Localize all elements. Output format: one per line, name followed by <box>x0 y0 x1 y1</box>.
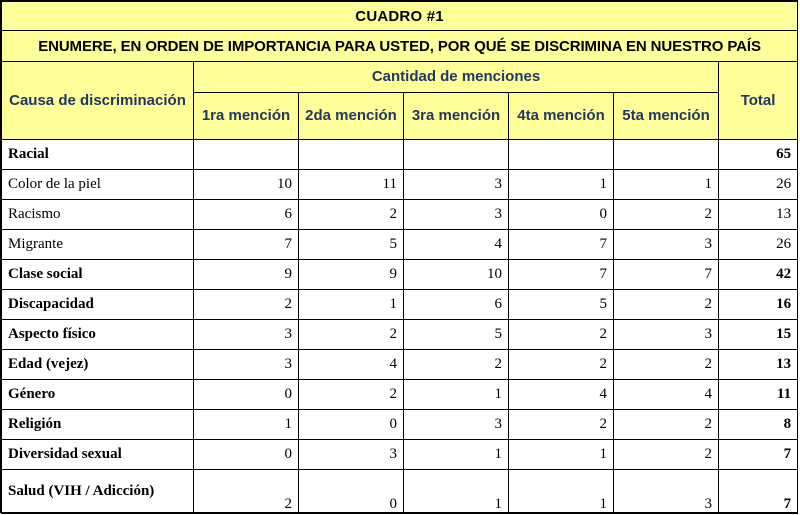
header-mencion-4 <box>509 93 614 140</box>
row-cell: 9 <box>194 260 299 290</box>
row-cell: 7 <box>509 230 614 260</box>
row-total: 13 <box>719 200 798 230</box>
row-label: Edad (vejez) <box>2 350 194 380</box>
header-mencion-5 <box>614 93 719 140</box>
row-cell: 11 <box>299 170 404 200</box>
header-mencion-2-label: 2da mención <box>305 107 397 125</box>
row-label: Racial <box>2 140 194 170</box>
row-label: Género <box>2 380 194 410</box>
header-mencion-1 <box>194 93 299 140</box>
row-label: Discapacidad <box>2 290 194 320</box>
table-row <box>2 470 798 514</box>
table-row <box>2 230 798 260</box>
row-cell: 4 <box>509 380 614 410</box>
row-cell: 2 <box>614 350 719 380</box>
row-cell: 2 <box>614 200 719 230</box>
row-total: 7 <box>719 470 798 514</box>
row-cell <box>509 140 614 170</box>
table-row <box>2 140 798 170</box>
row-cell: 3 <box>299 440 404 470</box>
row-cell: 3 <box>404 200 509 230</box>
row-cell: 7 <box>194 230 299 260</box>
row-cell: 6 <box>404 290 509 320</box>
row-total: 15 <box>719 320 798 350</box>
row-cell: 9 <box>299 260 404 290</box>
row-cell: 5 <box>404 320 509 350</box>
header-group-row <box>2 62 798 93</box>
row-cell <box>404 140 509 170</box>
document-title: CUADRO #1 <box>2 2 798 31</box>
header-mencion-5-label: 5ta mención <box>622 107 710 125</box>
row-cell: 7 <box>509 260 614 290</box>
header-cantidad-menciones: Cantidad de menciones <box>194 62 719 93</box>
row-cell: 2 <box>509 410 614 440</box>
row-cell: 3 <box>614 320 719 350</box>
row-cell: 2 <box>299 320 404 350</box>
row-cell: 0 <box>509 200 614 230</box>
row-cell: 0 <box>299 410 404 440</box>
row-cell: 10 <box>194 170 299 200</box>
row-cell <box>299 140 404 170</box>
row-label: Religión <box>2 410 194 440</box>
row-cell <box>614 140 719 170</box>
header-mencion-3 <box>404 93 509 140</box>
row-total: 7 <box>719 440 798 470</box>
row-cell: 3 <box>194 320 299 350</box>
document-subtitle: ENUMERE, EN ORDEN DE IMPORTANCIA PARA USTED, POR QUÉ SE DISCRIMINA EN NUESTRO PAÍS <box>2 31 798 62</box>
header-mencion-4-label: 4ta mención <box>517 107 605 125</box>
row-total: 11 <box>719 380 798 410</box>
header-mencion-2 <box>299 93 404 140</box>
row-cell: 2 <box>404 350 509 380</box>
row-cell: 1 <box>404 380 509 410</box>
row-cell: 3 <box>194 350 299 380</box>
row-cell: 0 <box>194 440 299 470</box>
row-cell <box>194 140 299 170</box>
row-cell: 2 <box>614 410 719 440</box>
row-label: Color de la piel <box>2 170 194 200</box>
title-row <box>2 2 798 31</box>
row-cell: 1 <box>404 470 509 514</box>
table-row <box>2 350 798 380</box>
table-row <box>2 320 798 350</box>
row-cell: 4 <box>299 350 404 380</box>
row-cell: 0 <box>194 380 299 410</box>
row-cell: 1 <box>509 440 614 470</box>
row-cell: 2 <box>614 440 719 470</box>
header-causa-discriminacion <box>2 62 194 140</box>
table-row <box>2 440 798 470</box>
table-row <box>2 260 798 290</box>
subtitle-row <box>2 31 798 62</box>
table-row <box>2 200 798 230</box>
row-cell: 4 <box>404 230 509 260</box>
row-label: Migrante <box>2 230 194 260</box>
row-cell: 5 <box>299 230 404 260</box>
row-cell: 2 <box>299 380 404 410</box>
row-cell: 2 <box>299 200 404 230</box>
row-total: 13 <box>719 350 798 380</box>
row-cell: 1 <box>509 170 614 200</box>
row-cell: 1 <box>509 470 614 514</box>
row-total: 26 <box>719 170 798 200</box>
row-cell: 1 <box>299 290 404 320</box>
table-row <box>2 380 798 410</box>
row-label: Salud (VIH / Adicción) <box>2 470 194 514</box>
row-cell: 2 <box>509 320 614 350</box>
row-total: 8 <box>719 410 798 440</box>
header-total: Total <box>719 62 798 140</box>
row-total: 65 <box>719 140 798 170</box>
row-cell: 3 <box>404 410 509 440</box>
row-total: 16 <box>719 290 798 320</box>
row-label: Racismo <box>2 200 194 230</box>
row-cell: 1 <box>194 410 299 440</box>
row-cell: 0 <box>299 470 404 514</box>
row-label: Diversidad sexual <box>2 440 194 470</box>
row-label: Clase social <box>2 260 194 290</box>
row-cell: 2 <box>194 470 299 514</box>
row-label: Aspecto físico <box>2 320 194 350</box>
row-total: 26 <box>719 230 798 260</box>
header-causa-label: Causa de discriminación <box>9 91 186 109</box>
row-cell: 6 <box>194 200 299 230</box>
row-cell: 10 <box>404 260 509 290</box>
discrimination-table <box>1 1 798 514</box>
row-cell: 7 <box>614 260 719 290</box>
row-cell: 1 <box>614 170 719 200</box>
row-total: 42 <box>719 260 798 290</box>
header-mencion-3-label: 3ra mención <box>411 107 501 125</box>
row-cell: 2 <box>194 290 299 320</box>
row-cell: 2 <box>509 350 614 380</box>
header-mencion-1-label: 1ra mención <box>201 107 291 125</box>
table-row <box>2 410 798 440</box>
row-cell: 3 <box>404 170 509 200</box>
row-cell: 3 <box>614 470 719 514</box>
row-cell: 4 <box>614 380 719 410</box>
row-cell: 5 <box>509 290 614 320</box>
row-cell: 2 <box>614 290 719 320</box>
row-cell: 3 <box>614 230 719 260</box>
table-row <box>2 290 798 320</box>
table-row <box>2 170 798 200</box>
row-cell: 1 <box>404 440 509 470</box>
